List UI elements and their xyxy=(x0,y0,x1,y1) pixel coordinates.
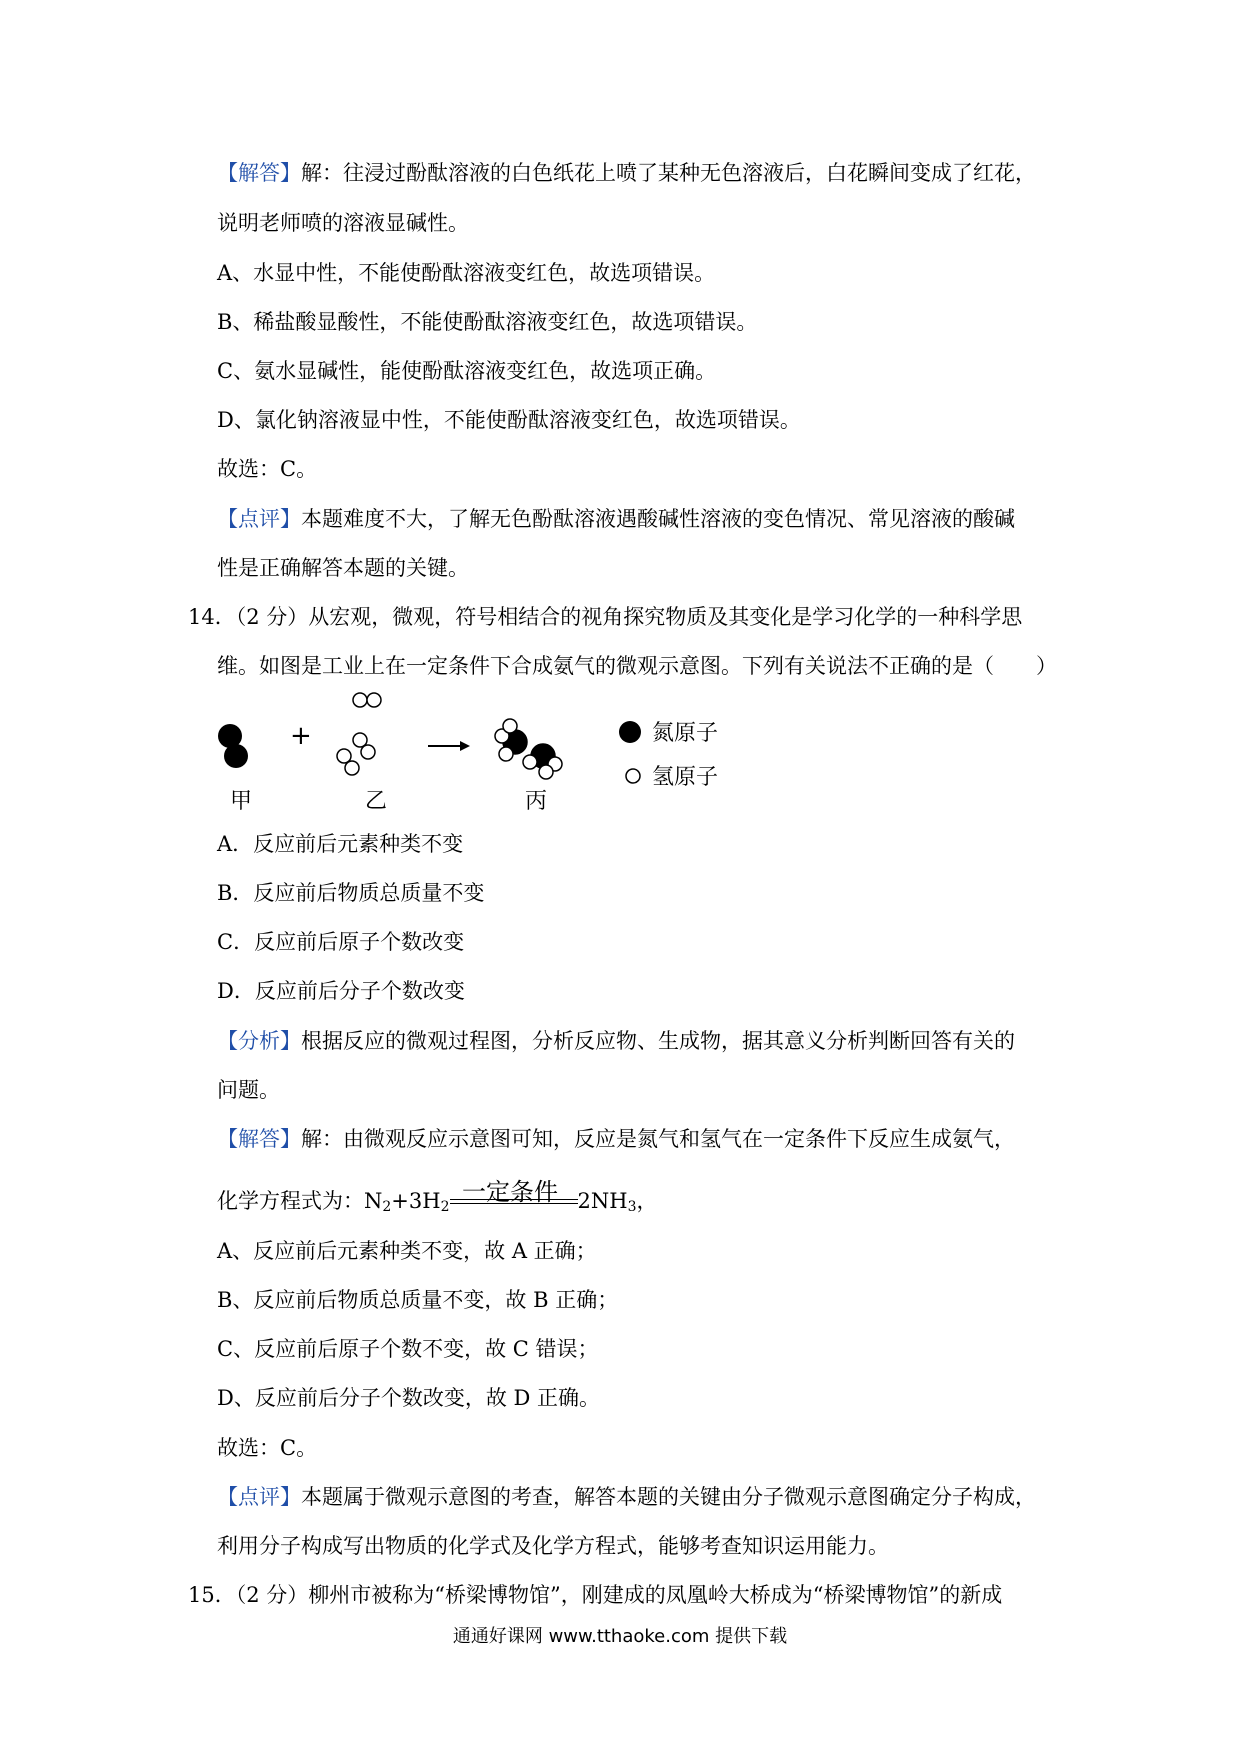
q14-comment-tag: 【点评】 xyxy=(217,1485,301,1509)
answer-choice: 故选：C。 xyxy=(217,457,318,481)
molecule-yi-h2 xyxy=(337,693,381,775)
analysis-line-1 xyxy=(217,1026,1015,1056)
label-jia: 甲 xyxy=(230,789,253,814)
option-d: D．反应前后分子个数改变 xyxy=(217,979,465,1003)
equation-product: 2NH xyxy=(577,1189,628,1213)
solution-c: C、反应前后原子个数不变，故 C 错误； xyxy=(217,1337,599,1361)
legend-h-label: 氢原子 xyxy=(652,765,719,790)
solution-line-1 xyxy=(217,1124,1015,1154)
option-c: C．反应前后原子个数改变 xyxy=(217,930,465,954)
plus-sign: + xyxy=(290,721,312,751)
option-a: A．反应前后元素种类不变 xyxy=(217,832,464,856)
legend-h-atom-icon xyxy=(626,769,640,783)
label-yi: 乙 xyxy=(365,789,388,814)
q14-comment-line-1 xyxy=(217,1482,1036,1512)
legend-n-label: 氮原子 xyxy=(652,721,719,746)
answer-line-1 xyxy=(217,158,1036,188)
page-footer: 通通好课网 www.tthaoke.com 提供下载 xyxy=(452,1626,788,1647)
analysis-tag: 【分析】 xyxy=(217,1029,301,1053)
equation-end: ， xyxy=(636,1189,658,1213)
question-14-line-2: 维。如图是工业上在一定条件下合成氨气的微观示意图。下列有关说法不正确的是（ ） xyxy=(217,654,1057,678)
q14-comment-line-2: 利用分子构成写出物质的化学式及化学方程式，能够考查知识运用能力。 xyxy=(217,1534,889,1558)
comment-tag: 【点评】 xyxy=(217,507,301,531)
equation-double-line xyxy=(450,1199,578,1204)
molecule-bing-nh3 xyxy=(495,719,562,779)
answer-option-a: A、水显中性，不能使酚酞溶液变红色，故选项错误。 xyxy=(217,261,716,285)
answer-line-2: 说明老师喷的溶液显碱性。 xyxy=(217,211,469,235)
option-b: B．反应前后物质总质量不变 xyxy=(217,881,485,905)
equation-prefix: 化学方程式为：N xyxy=(217,1189,383,1213)
analysis-text-1: 根据反应的微观过程图，分析反应物、生成物，据其意义分析判断回答有关的 xyxy=(301,1029,1015,1053)
reaction-diagram xyxy=(210,690,770,820)
solution-tag: 【解答】 xyxy=(217,1127,301,1151)
reaction-arrow xyxy=(428,741,470,751)
equation-condition: 一定条件 xyxy=(462,1178,558,1206)
comment-text-1: 本题难度不大，了解无色酚酞溶液遇酸碱性溶液的变色情况、常见溶液的酸碱 xyxy=(301,507,1015,531)
answer-option-c: C、氨水显碱性，能使酚酞溶液变红色，故选项正确。 xyxy=(217,359,717,383)
q14-comment-text-1: 本题属于微观示意图的考查，解答本题的关键由分子微观示意图确定分子构成， xyxy=(301,1485,1036,1509)
equation-plus-h: +3H xyxy=(391,1189,441,1213)
answer-tag: 【解答】 xyxy=(217,161,301,185)
question-15-line-1: 15．（2 分）柳州市被称为“桥梁博物馆”，刚建成的凤凰岭大桥成为“桥梁博物馆”的新成 xyxy=(188,1583,1003,1607)
comment-line-2: 性是正确解答本题的关键。 xyxy=(217,556,469,580)
legend xyxy=(619,721,718,790)
answer-option-b: B、稀盐酸显酸性，不能使酚酞溶液变红色，故选项错误。 xyxy=(217,310,758,334)
equation-n2-sub: 2 xyxy=(382,1199,392,1215)
molecule-jia-n2 xyxy=(218,724,248,768)
question-14-line-1: 14．（2 分）从宏观，微观，符号相结合的视角探究物质及其变化是学习化学的一种科学思 xyxy=(188,605,1023,629)
equation-nh3-sub: 3 xyxy=(627,1199,637,1215)
solution-b: B、反应前后物质总质量不变，故 B 正确； xyxy=(217,1288,619,1312)
equation-line xyxy=(217,1186,657,1222)
answer-option-d: D、氯化钠溶液显中性，不能使酚酞溶液变红色，故选项错误。 xyxy=(217,408,801,432)
answer-text-1: 解：往浸过酚酞溶液的白色纸花上喷了某种无色溶液后，白花瞬间变成了红花， xyxy=(301,161,1036,185)
legend-n-atom-icon xyxy=(619,721,641,743)
solution-text-1: 解：由微观反应示意图可知，反应是氮气和氢气在一定条件下反应生成氨气， xyxy=(301,1127,1015,1151)
comment-line-1 xyxy=(217,504,1015,534)
solution-d: D、反应前后分子个数改变，故 D 正确。 xyxy=(217,1386,601,1410)
solution-a: A、反应前后元素种类不变，故 A 正确； xyxy=(217,1239,597,1263)
equation-h2-sub: 2 xyxy=(440,1199,450,1215)
analysis-line-2: 问题。 xyxy=(217,1078,280,1102)
label-bing: 丙 xyxy=(525,789,548,814)
solution-choice: 故选：C。 xyxy=(217,1436,318,1460)
